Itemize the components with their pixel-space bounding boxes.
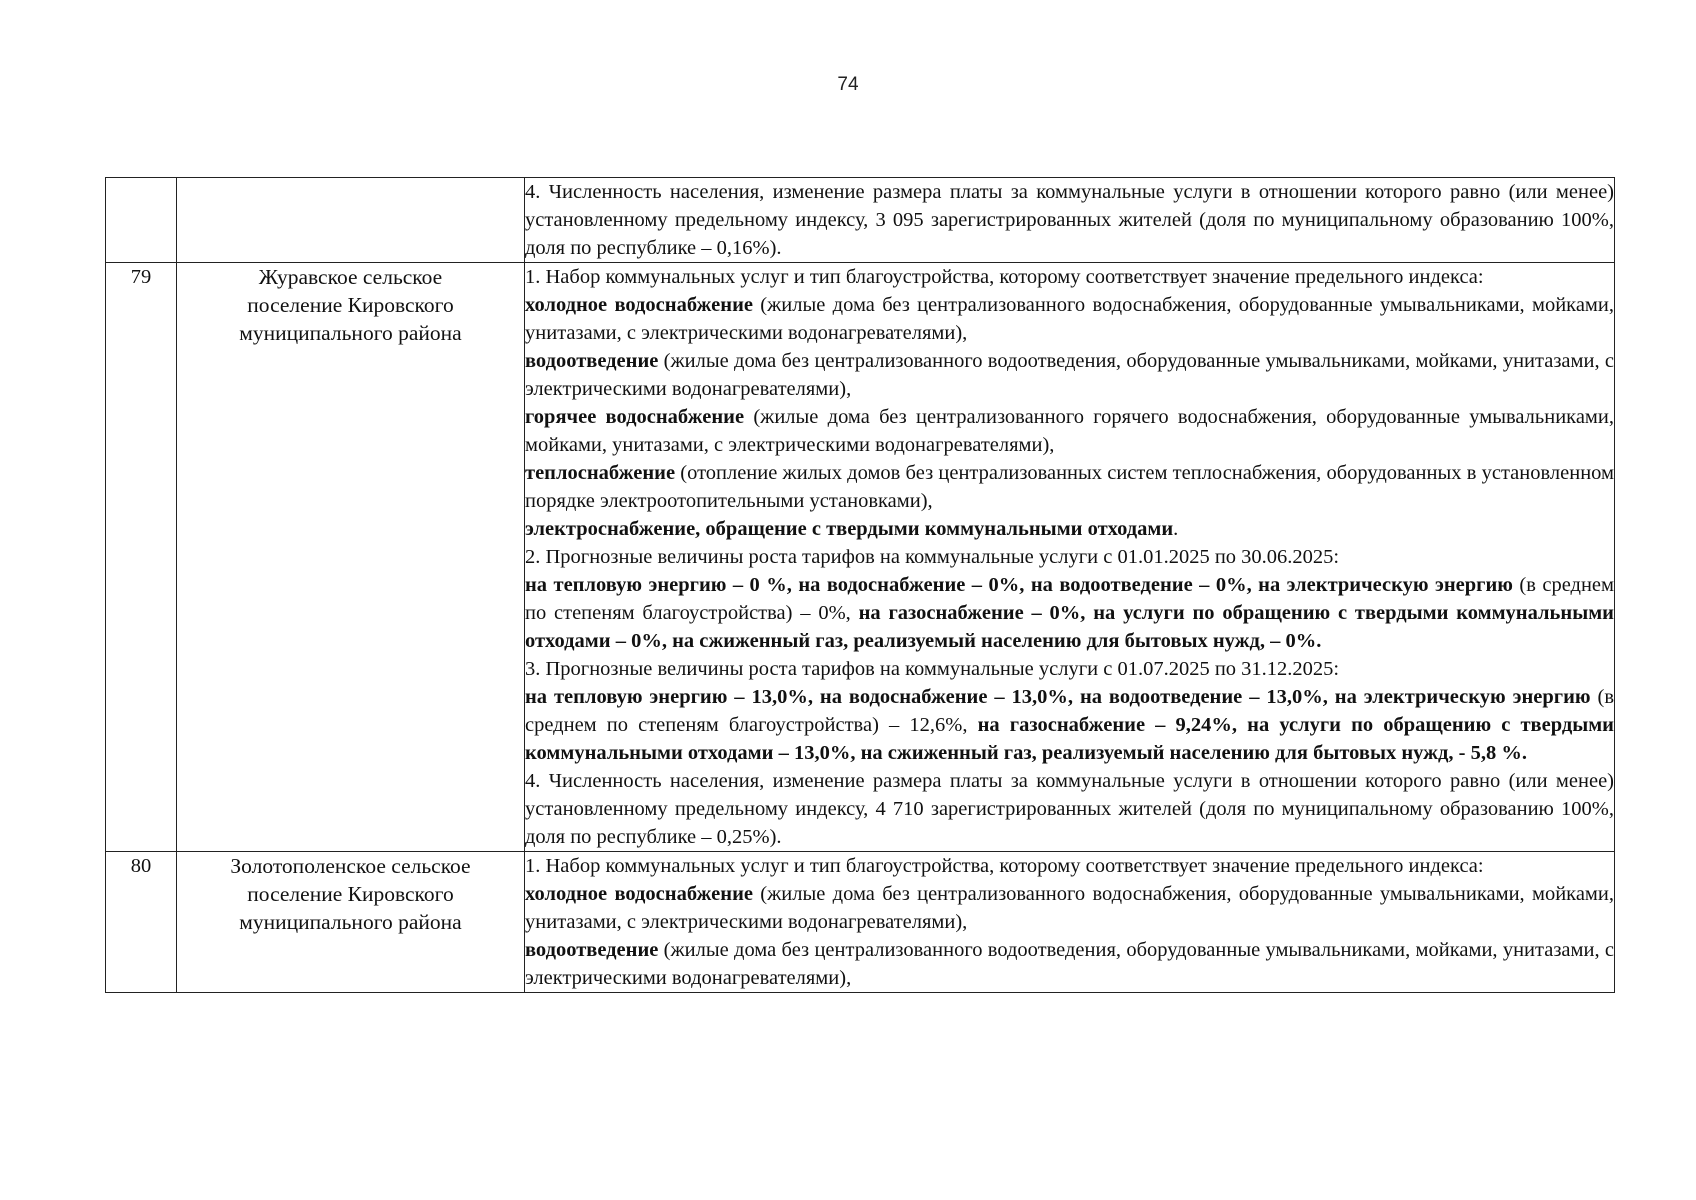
tariff-values-bold: на газоснабжение – 9,24%, на услуги по обращению с твердыми коммунальными отходами – 13,0%, на сжиженный газ, реализуемый населению для бытовых нужд, - 5,8 %. bbox=[525, 714, 1614, 764]
electricity-waste-paragraph bbox=[525, 515, 1614, 543]
service-term: электроснабжение, обращение с твердыми коммунальными отходами bbox=[525, 518, 1174, 540]
description-cell bbox=[525, 178, 1615, 263]
tariff-values-note: (в среднем по степеням благоустройства) – 12,6%, bbox=[525, 686, 1614, 736]
municipality-name-line: муниципального района bbox=[239, 910, 462, 934]
service-desc: . bbox=[1173, 518, 1179, 540]
municipality-name bbox=[177, 852, 525, 993]
cold-water-paragraph bbox=[525, 291, 1614, 347]
cold-water-paragraph bbox=[525, 880, 1614, 936]
municipality-name-line: поселение Кировского bbox=[247, 882, 454, 906]
service-desc: (жилые дома без централизованного водоотведения, оборудованные умывальниками, мойками, унитазами, с электрическими водонагревателями), bbox=[525, 939, 1614, 989]
tariff-values-bold: на тепловую энергию – 13,0%, на водоснабжение – 13,0%, на водоотведение – 13,0%, на электрическую энергию bbox=[525, 686, 1591, 708]
municipality-name bbox=[177, 263, 525, 852]
hot-water-paragraph bbox=[525, 403, 1614, 459]
table-row-79 bbox=[106, 263, 1615, 852]
municipality-name-line: муниципального района bbox=[239, 321, 462, 345]
service-term: горячее водоснабжение bbox=[525, 406, 745, 428]
service-desc: (отопление жилых домов без централизованных систем теплоснабжения, оборудованных в установленном порядке электроотопительными установками), bbox=[525, 462, 1614, 512]
population-paragraph: 4. Численность населения, изменение размера платы за коммунальные услуги в отношении которого равно (или менее) установленному предельному индексу, 4 710 зарегистрированных жителей (доля по муниципальному образованию 100%, доля по республике – 0,25%). bbox=[525, 770, 1614, 848]
municipality-name-line: Золотополенское сельское bbox=[230, 854, 471, 878]
service-term: холодное водоснабжение bbox=[525, 294, 753, 316]
service-term: водоотведение bbox=[525, 350, 659, 372]
tariff-values-note: (в среднем по степеням благоустройства) – 0%, bbox=[525, 574, 1615, 624]
tariff-table bbox=[105, 177, 1615, 993]
population-paragraph: 4. Численность населения, изменение размера платы за коммунальные услуги в отношении которого равно (или менее) установленному предельному индексу, 3 095 зарегистрированных жителей (доля по муниципальному образованию 100%, доля по республике – 0,16%). bbox=[525, 181, 1614, 259]
forecast-h2-heading: 3. Прогнозные величины роста тарифов на коммунальные услуги с 01.07.2025 по 31.12.2025: bbox=[525, 658, 1340, 680]
sewerage-paragraph bbox=[525, 347, 1614, 403]
description-cell bbox=[525, 852, 1615, 993]
forecast-h2-values bbox=[525, 683, 1614, 767]
forecast-h1-heading: 2. Прогнозные величины роста тарифов на коммунальные услуги с 01.01.2025 по 30.06.2025: bbox=[525, 546, 1340, 568]
services-intro-paragraph: 1. Набор коммунальных услуг и тип благоустройства, которому соответствует значение предельного индекса: bbox=[525, 855, 1484, 877]
municipality-cell bbox=[177, 178, 525, 263]
page-number: 74 bbox=[837, 74, 859, 95]
service-term: холодное водоснабжение bbox=[525, 883, 753, 905]
description-cell bbox=[525, 263, 1615, 852]
service-desc: (жилые дома без централизованного водоснабжения, оборудованные умывальниками, мойками, унитазами, с электрическими водонагревателями), bbox=[525, 294, 1614, 344]
service-desc: (жилые дома без централизованного водоотведения, оборудованные умывальниками, мойками, унитазами, с электрическими водонагревателями), bbox=[525, 350, 1614, 400]
row-number: 79 bbox=[106, 263, 177, 852]
service-term: водоотведение bbox=[525, 939, 659, 961]
row-number-cell bbox=[106, 178, 177, 263]
tariff-values-bold: на тепловую энергию – 0 %, на водоснабжение – 0%, на водоотведение – 0%, на электрическую энергию bbox=[525, 574, 1513, 596]
service-desc: (жилые дома без централизованного водоснабжения, оборудованные умывальниками, мойками, унитазами, с электрическими водонагревателями), bbox=[525, 883, 1614, 933]
row-number: 80 bbox=[106, 852, 177, 993]
table-row-80 bbox=[106, 852, 1615, 993]
service-term: теплоснабжение bbox=[525, 462, 676, 484]
municipality-name-line: поселение Кировского bbox=[247, 293, 454, 317]
table-row-continuation bbox=[106, 178, 1615, 263]
municipality-name-line: Журавское сельское bbox=[258, 265, 443, 289]
heating-paragraph bbox=[525, 459, 1614, 515]
sewerage-paragraph bbox=[525, 936, 1614, 992]
forecast-h1-values bbox=[525, 571, 1614, 655]
tariff-values-bold: на газоснабжение – 0%, на услуги по обращению с твердыми коммунальными отходами – 0%, на сжиженный газ, реализуемый населению для бытовых нужд, – 0%. bbox=[525, 602, 1614, 652]
services-intro-paragraph: 1. Набор коммунальных услуг и тип благоустройства, которому соответствует значение предельного индекса: bbox=[525, 266, 1484, 288]
service-desc: (жилые дома без централизованного горячего водоснабжения, оборудованные умывальниками, мойками, унитазами, с электрическими водонагревателями), bbox=[525, 406, 1614, 456]
